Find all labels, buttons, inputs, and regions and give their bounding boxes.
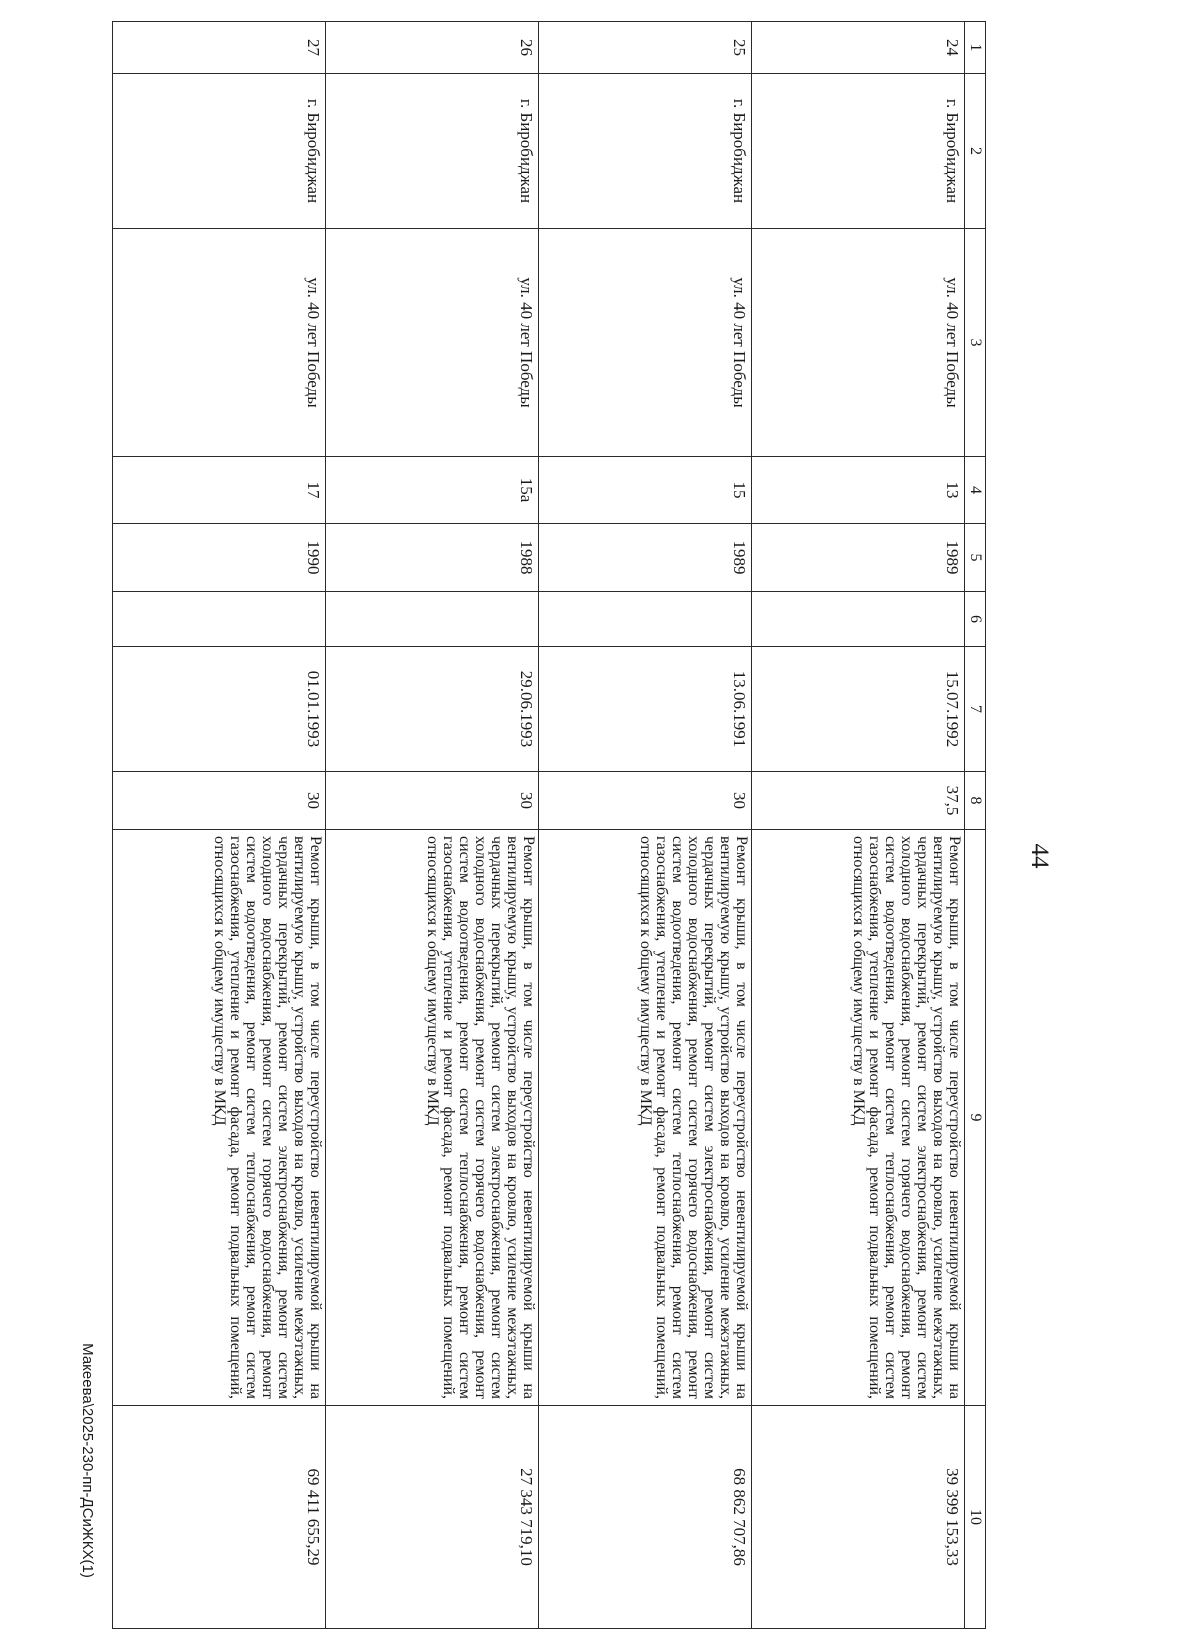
page-number: 44 [1026,843,1053,869]
value-cell: 30 [538,772,751,830]
column-number: 2 [964,74,985,229]
date-cell: 13.06.1991 [538,647,751,772]
row-number: 27 [113,22,326,74]
document-footer: Макеева\2025-230-пп-ДСиЖКХ(1) [78,1342,96,1578]
cost-cell: 69 411 655,29 [113,1406,326,1629]
year-cell: 1989 [538,524,751,592]
year-cell: 1989 [751,524,964,592]
works-cell: Ремонт крыши, в том числе переустройство невентилируемой крыши на вентилируемую крышу, устройство выходов на кровлю, усиление межэтажных, чердачных перекрытий, ремонт систем электроснабжения, ремонт систем холодного водоснабжения, ремонт систем горячего водоснабжения, ремонт систем водоотведения, ремонт систем теплоснабжения, ремонт систем газоснабжения, утепление и ремонт фасада, ремонт подвальных помещений, относящихся к общему имуществу в МКД [326,830,539,1406]
street-cell: ул. 40 лет Победы [326,229,539,457]
column-number: 4 [964,457,985,524]
column-number: 7 [964,647,985,772]
year-cell: 1988 [326,524,539,592]
city-cell: г. Биробиджан [326,74,539,229]
column-number: 5 [964,524,985,592]
works-cell: Ремонт крыши, в том числе переустройство невентилируемой крыши на вентилируемую крышу, устройство выходов на кровлю, усиление межэтажных, чердачных перекрытий, ремонт систем электроснабжения, ремонт систем холодного водоснабжения, ремонт систем горячего водоснабжения, ремонт систем водоотведения, ремонт систем теплоснабжения, ремонт систем газоснабжения, утепление и ремонт фасада, ремонт подвальных помещений, относящихся к общему имуществу в МКД [113,830,326,1406]
city-cell: г. Биробиджан [113,74,326,229]
table-frame [112,21,986,1628]
value-cell: 37,5 [751,772,964,830]
street-cell: ул. 40 лет Победы [113,229,326,457]
table-row [751,22,964,1629]
column-number: 3 [964,229,985,457]
row-number: 24 [751,22,964,74]
column-number: 10 [964,1406,985,1629]
house-cell: 15а [326,457,539,524]
table-row [326,22,539,1629]
row-number: 25 [538,22,751,74]
date-cell: 29.06.1993 [326,647,539,772]
empty-cell [538,592,751,647]
date-cell: 15.07.1992 [751,647,964,772]
works-cell: Ремонт крыши, в том числе переустройство невентилируемой крыши на вентилируемую крышу, устройство выходов на кровлю, усиление межэтажных, чердачных перекрытий, ремонт систем электроснабжения, ремонт систем холодного водоснабжения, ремонт систем горячего водоснабжения, ремонт систем водоотведения, ремонт систем теплоснабжения, ремонт систем газоснабжения, утепление и ремонт фасада, ремонт подвальных помещений, относящихся к общему имуществу в МКД [538,830,751,1406]
year-cell: 1990 [113,524,326,592]
city-cell: г. Биробиджан [751,74,964,229]
house-cell: 15 [538,457,751,524]
table-row [538,22,751,1629]
house-cell: 17 [113,457,326,524]
empty-cell [326,592,539,647]
column-number: 6 [964,592,985,647]
column-number: 8 [964,772,985,830]
table-row [113,22,326,1629]
column-number: 9 [964,830,985,1406]
row-number: 26 [326,22,539,74]
value-cell: 30 [326,772,539,830]
street-cell: ул. 40 лет Победы [538,229,751,457]
cost-cell: 27 343 719,10 [326,1406,539,1629]
works-cell: Ремонт крыши, в том числе переустройство невентилируемой крыши на вентилируемую крышу, устройство выходов на кровлю, усиление межэтажных, чердачных перекрытий, ремонт систем электроснабжения, ремонт систем холодного водоснабжения, ремонт систем горячего водоснабжения, ремонт систем водоотведения, ремонт систем теплоснабжения, ремонт систем газоснабжения, утепление и ремонт фасада, ремонт подвальных помещений, относящихся к общему имуществу в МКД [751,830,964,1406]
street-cell: ул. 40 лет Победы [751,229,964,457]
value-cell: 30 [113,772,326,830]
cost-cell: 39 399 153,33 [751,1406,964,1629]
cost-cell: 68 862 707,86 [538,1406,751,1629]
city-cell: г. Биробиджан [538,74,751,229]
empty-cell [751,592,964,647]
column-number: 1 [964,22,985,74]
date-cell: 01.01.1993 [113,647,326,772]
column-number-row [964,22,985,1629]
house-cell: 13 [751,457,964,524]
housing-repair-table [112,21,986,1629]
empty-cell [113,592,326,647]
